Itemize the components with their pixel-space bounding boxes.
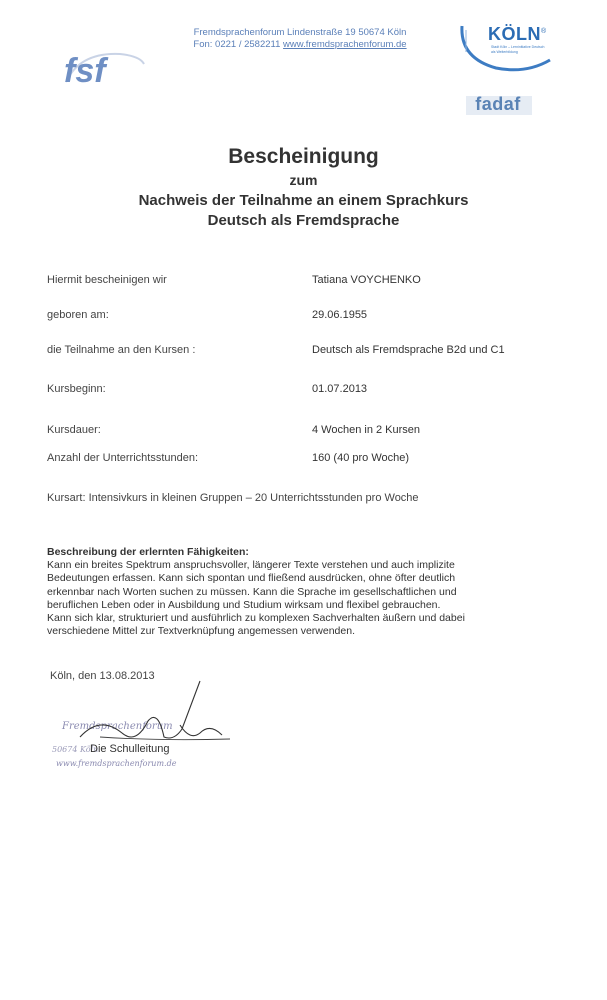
duration-value: 4 Wochen in 2 Kursen [312, 424, 421, 436]
stamp-line-1: Fremdsprachenforum [62, 721, 173, 732]
field-label: Kursbeginn: [47, 383, 106, 395]
fsf-logo-text: fsf [64, 52, 106, 90]
koeln-logo-word: KÖLN [488, 24, 541, 44]
skills-line: Bedeutungen erfassen. Kann sich spontan und fließend ausdrücken, ohne öfter deutlich [47, 572, 456, 585]
skills-line: verschiedene Mittel zur Textverknüpfung angemessen verwenden. [47, 625, 355, 638]
field-label: Kursdauer: [47, 424, 101, 436]
document-subtitle-daf: Deutsch als Fremdsprache [207, 212, 400, 229]
start-date-value: 01.07.2013 [312, 383, 368, 395]
skills-description [47, 546, 567, 638]
skills-line: Kann sich klar, strukturiert und ausführlich zu komplexen Sachverhalten äußern und dabei [47, 612, 465, 625]
participant-name: Tatiana VOYCHENKO [312, 274, 421, 286]
skills-line: erkennbar nach Worten suchen zu müssen. Kann die Sprache im gesellschaftlichen und [47, 585, 457, 598]
koeln-logo-caption: Stadt Köln – Lerninitiative Deutsch als Weiterbildung [491, 45, 545, 54]
courses-value: Deutsch als Fremdsprache B2d und C1 [312, 344, 505, 356]
field-label: Anzahl der Unterrichtsstunden: [47, 452, 199, 464]
header-address-line2 [170, 39, 430, 51]
header-address-line1: Fremdsprachenforum Lindenstraße 19 50674 Köln [193, 27, 407, 38]
course-type: Kursart: Intensivkurs in kleinen Gruppen – 20 Unterrichtsstunden pro Woche [47, 492, 419, 504]
document-subtitle-nachweis: Nachweis der Teilnahme an einem Sprachkurs [138, 192, 469, 209]
document-title: Bescheinigung [228, 145, 379, 168]
fsf-logo [60, 44, 148, 90]
skills-line: Kann ein breites Spektrum anspruchsvoller, längerer Texte verstehen und auch implizite [47, 559, 455, 572]
signature-role: Die Schulleitung [90, 743, 170, 755]
stamp-line-3: www.fremdsprachenforum.de [56, 759, 177, 768]
stamp-and-signature [40, 675, 240, 775]
fadaf-logo: fadaf [475, 94, 521, 114]
skills-heading: Beschreibung der erlernten Fähigkeiten: [47, 546, 249, 558]
koeln-logo-text [488, 24, 547, 45]
header-address [170, 27, 430, 51]
document-subtitle-zum: zum [289, 172, 318, 188]
stamp-line-2: 50674 Köln [52, 745, 99, 754]
skills-line: beruflichen Leben oder in Ausbildung und Studium wirksam und flexibel gebrauchen. [47, 598, 441, 611]
field-label: die Teilnahme an den Kursen : [47, 344, 196, 356]
field-label: Hiermit bescheinigen wir [47, 274, 167, 286]
hours-value: 160 (40 pro Woche) [312, 452, 410, 464]
header-website-link[interactable]: www.fremdsprachenforum.de [283, 39, 407, 50]
birthdate-value: 29.06.1955 [312, 309, 368, 321]
field-label: geboren am: [47, 309, 109, 321]
header-phone: Fon: 0221 / 2582211 [193, 39, 284, 50]
place-date: Köln, den 13.08.2013 [50, 670, 155, 682]
registered-mark: ® [541, 28, 547, 35]
